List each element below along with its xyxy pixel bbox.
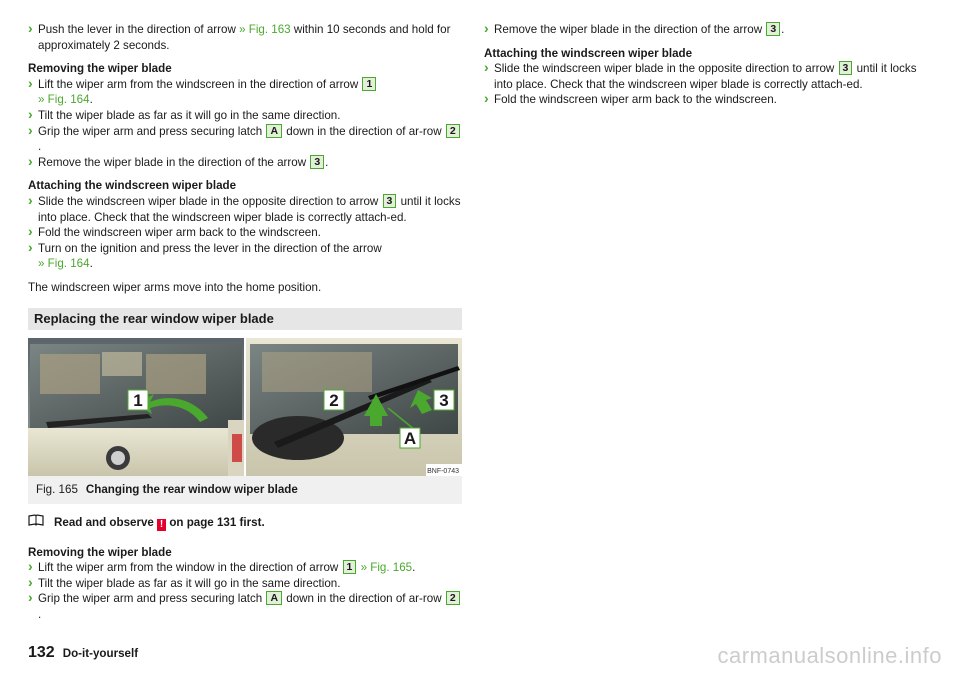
label-1: 1 (133, 390, 143, 410)
page-footer (28, 644, 138, 664)
fig-165-link[interactable]: » Fig. 165 (357, 561, 413, 575)
figure-code: BNF-0743 (427, 467, 459, 475)
warning-icon: ! (157, 519, 166, 531)
key-A: A (266, 591, 282, 605)
key-3: 3 (310, 155, 324, 169)
removing-step-1: › Lift the wiper arm from the windscreen in the direction of arrow 1 » Fig. 164. (28, 77, 462, 108)
label-A: A (403, 428, 417, 448)
key-A: A (266, 124, 282, 138)
page-number: 132 (28, 644, 55, 661)
removing-heading-2: Removing the wiper blade (28, 545, 172, 559)
fig-164-link[interactable]: » Fig. 164 (38, 93, 90, 107)
key-3: 3 (766, 22, 780, 36)
key-1: 1 (343, 560, 357, 574)
removing2-step-2: › Tilt the wiper blade as far as it will go in the same direction. (28, 576, 462, 592)
key-2: 2 (446, 591, 460, 605)
attaching-heading: Attaching the windscreen wiper blade (28, 179, 237, 193)
right-column (484, 22, 928, 108)
figure-165 (28, 338, 462, 476)
removing-step-3: › Grip the wiper arm and press securing latch A down in the direction of ar-row 2. (28, 124, 462, 155)
label-3: 3 (439, 390, 449, 410)
attaching-step-2: › Fold the windscreen wiper arm back to the windscreen. (28, 225, 462, 241)
attaching-step-1: › Slide the windscreen wiper blade in the opposite direction to arrow 3 until it locks into place. Check that the windscreen wiper blade is correctly attach-ed. (28, 194, 462, 225)
footer-section: Do-it-yourself (62, 647, 139, 660)
caption-title: Changing the rear window wiper blade (85, 482, 298, 496)
removing-step-4: › Remove the wiper blade in the direction of the arrow 3 . (28, 155, 462, 171)
attaching-step-3: › Turn on the ignition and press the lever in the direction of the arrow » Fig. 164. (28, 241, 462, 272)
right-step-2: › Slide the windscreen wiper blade in the opposite direction to arrow 3 until it locks into place. Check that the windscreen wiper blade is correctly attach-ed. (484, 61, 928, 92)
read-observe-note: Read and observe ! on page 131 first. (28, 514, 462, 531)
watermark: carmanualsonline.info (717, 643, 942, 668)
label-2: 2 (329, 390, 339, 410)
left-column (28, 22, 462, 622)
fig-164-link[interactable]: » Fig. 164 (38, 257, 90, 271)
removing2-step-1: › Lift the wiper arm from the window in the direction of arrow 1 » Fig. 165. (28, 560, 462, 576)
right-step-3: › Fold the windscreen wiper arm back to the windscreen. (484, 92, 928, 108)
removing-step-2: › Tilt the wiper blade as far as it will go in the same direction. (28, 108, 462, 124)
intro-step: › Push the lever in the direction of arrow » Fig. 163 within 10 seconds and hold for approximately 2 seconds. (28, 22, 462, 53)
figure-caption (28, 476, 462, 504)
removing2-step-3: › Grip the wiper arm and press securing latch A down in the direction of ar-row 2. (28, 591, 462, 622)
home-position-text: The windscreen wiper arms move into the home position. (28, 280, 322, 294)
key-3: 3 (383, 194, 397, 208)
key-3: 3 (839, 61, 853, 75)
rear-wiper-illustration (28, 338, 462, 476)
key-2: 2 (446, 124, 460, 138)
right-step-1: › Remove the wiper blade in the direction of the arrow 3 . (484, 22, 928, 38)
removing-heading: Removing the wiper blade (28, 62, 172, 76)
caption-number: Fig. 165 (36, 482, 78, 496)
key-1: 1 (362, 77, 376, 91)
right-attaching-heading: Attaching the windscreen wiper blade (484, 46, 693, 60)
fig-163-link[interactable]: » Fig. 163 (239, 23, 291, 36)
section-title: Replacing the rear window wiper blade (28, 308, 462, 330)
book-icon (28, 514, 54, 531)
